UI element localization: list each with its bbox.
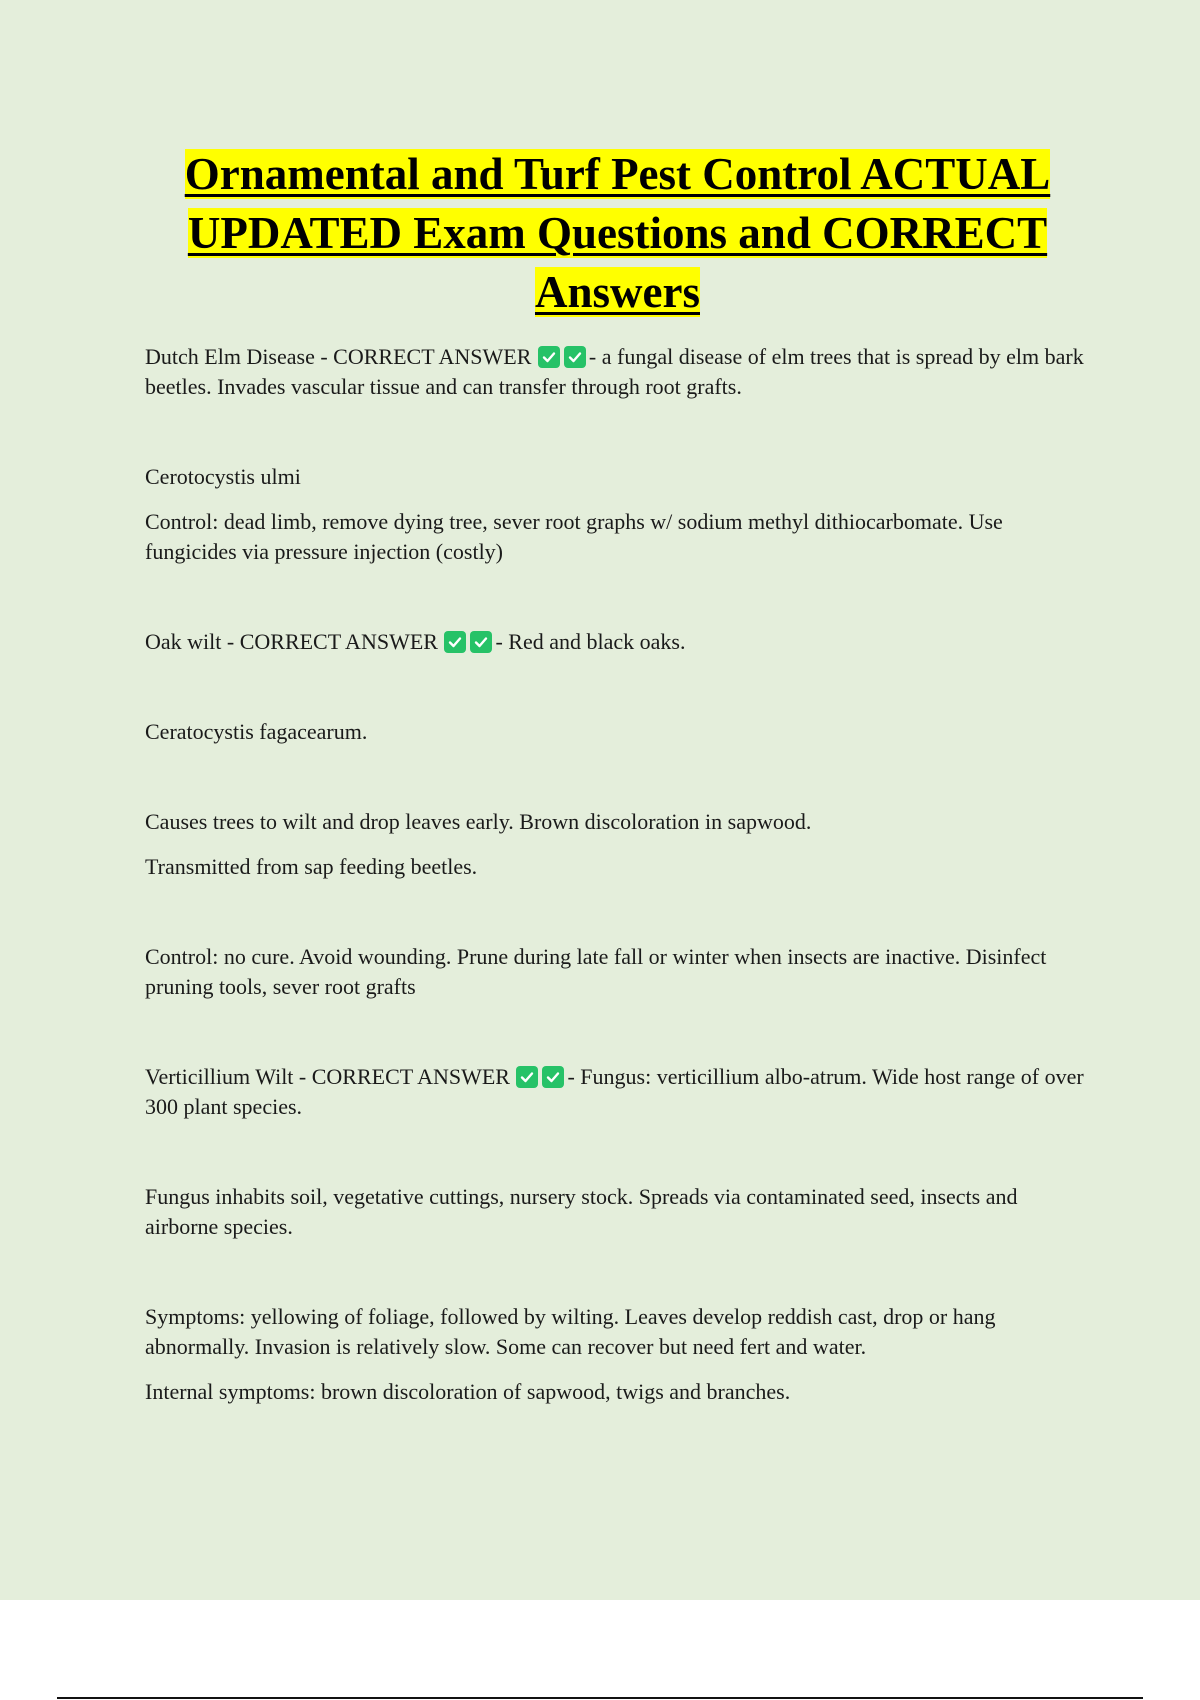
document-content <box>145 145 1090 1407</box>
paragraph-text: Transmitted from sap feeding beetles. <box>145 854 478 879</box>
question-term: Verticillium Wilt - CORRECT ANSWER <box>145 1064 510 1089</box>
answer-text: - Red and black oaks. <box>495 629 686 654</box>
check-box-icon <box>444 631 466 653</box>
page-divider <box>57 1697 1143 1699</box>
question-term: Oak wilt - CORRECT ANSWER <box>145 629 438 654</box>
answer-text: - a fungal disease of elm trees that is spread by elm bark beetles. Invades vascular tissue and can transfer through root grafts. <box>145 344 1084 399</box>
question-term: Dutch Elm Disease - CORRECT ANSWER <box>145 344 532 369</box>
paragraph-text: Control: no cure. Avoid wounding. Prune during late fall or winter when insects are inactive. Disinfect pruning tools, sever root grafts <box>145 944 1047 999</box>
document-title <box>145 145 1090 322</box>
paragraph-text: Internal symptoms: brown discoloration of sapwood, twigs and branches. <box>145 1379 791 1404</box>
paragraph-oak-wilt <box>145 627 1090 657</box>
check-box-icon <box>538 346 560 368</box>
check-box-icon <box>564 346 586 368</box>
check-box-icon <box>542 1066 564 1088</box>
check-box-icon <box>516 1066 538 1088</box>
paragraph-dutch-elm <box>145 342 1090 402</box>
paragraph-text: Cerotocystis ulmi <box>145 464 301 489</box>
answer-text: - Fungus: verticillium albo-atrum. Wide host range of over 300 plant species. <box>145 1064 1084 1119</box>
paragraph-text: Ceratocystis fagacearum. <box>145 719 368 744</box>
check-box-icon <box>470 631 492 653</box>
paragraph-text: Symptoms: yellowing of foliage, followed by wilting. Leaves develop reddish cast, drop or hang abnormally. Invasion is relatively slow. Some can recover but need fert and water. <box>145 1304 996 1359</box>
document-title-text: Ornamental and Turf Pest Control ACTUAL UPDATED Exam Questions and CORRECT Answers <box>184 149 1051 317</box>
paragraph-text: Control: dead limb, remove dying tree, sever root graphs w/ sodium methyl dithiocarbomate. Use fungicides via pressure injection (costly) <box>145 509 1003 564</box>
paragraph-text: Causes trees to wilt and drop leaves early. Brown discoloration in sapwood. <box>145 809 812 834</box>
paragraph-text: Fungus inhabits soil, vegetative cuttings, nursery stock. Spreads via contaminated seed, insects and airborne species. <box>145 1184 1018 1239</box>
paragraph-verticillium <box>145 1062 1090 1122</box>
